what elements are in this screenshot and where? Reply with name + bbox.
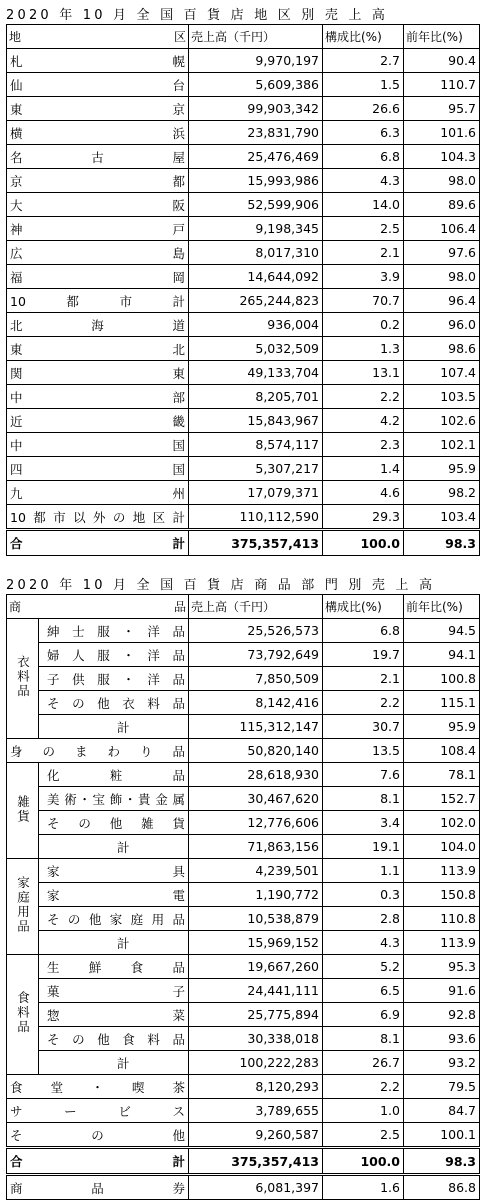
share-value: 6.8: [323, 619, 404, 643]
city-row: [7, 121, 480, 145]
yoy-value: 103.5: [404, 385, 480, 409]
others-row: [7, 1123, 480, 1148]
region-row: [7, 433, 480, 457]
row-label: 九州: [7, 481, 189, 505]
share-value: 6.5: [323, 979, 404, 1003]
yoy-value: 95.3: [404, 955, 480, 979]
row-label: その他衣料品: [39, 691, 189, 715]
city-row: [7, 169, 480, 193]
row-label: 中部: [7, 385, 189, 409]
share-value: 26.6: [323, 97, 404, 121]
row-label: 仙台: [7, 73, 189, 97]
yoy-value: 106.4: [404, 217, 480, 241]
row-label: その他雑貨: [39, 811, 189, 835]
food-subtotal-row: [7, 1051, 480, 1075]
sales-value: 3,789,655: [189, 1099, 323, 1123]
share-value: 3.4: [323, 811, 404, 835]
sales-value: 4,239,501: [189, 859, 323, 883]
yoy-value: 96.4: [404, 289, 480, 313]
goods-category-cell: [7, 763, 39, 859]
clothing-item-row: [7, 667, 480, 691]
row-label: 京都: [7, 169, 189, 193]
sales-value: 9,198,345: [189, 217, 323, 241]
row-label: 身のまわり品: [7, 739, 189, 763]
header-name-left: 商: [9, 600, 22, 614]
sales-value: 15,993,986: [189, 169, 323, 193]
sales-value: 15,969,152: [189, 931, 323, 955]
sales-value: 6,081,397: [189, 1175, 323, 1200]
goods-category-label: 雑貨: [15, 794, 31, 824]
yoy-value: 102.1: [404, 433, 480, 457]
food-item-row: [7, 979, 480, 1003]
sales-value: 7,850,509: [189, 667, 323, 691]
row-label: 食堂・喫茶: [7, 1075, 189, 1099]
header-name: [9, 598, 186, 615]
row-label: 関東: [7, 361, 189, 385]
row-label: 福岡: [7, 265, 189, 289]
row-label: 合計: [7, 530, 189, 556]
yoy-value: 94.1: [404, 643, 480, 667]
header-name-left: 地: [9, 30, 22, 44]
share-value: 13.1: [323, 361, 404, 385]
city-row: [7, 145, 480, 169]
row-label: 家電: [39, 883, 189, 907]
share-value: 29.3: [323, 505, 404, 530]
yoy-value: 95.7: [404, 97, 480, 121]
yoy-value: 98.0: [404, 265, 480, 289]
yoy-value: 110.8: [404, 907, 480, 931]
yoy-value: 100.8: [404, 667, 480, 691]
yoy-value: 98.2: [404, 481, 480, 505]
row-label: 神戸: [7, 217, 189, 241]
yoy-value: 104.3: [404, 145, 480, 169]
sales-value: 5,032,509: [189, 337, 323, 361]
yoy-value: 104.0: [404, 835, 480, 859]
sales-value: 25,526,573: [189, 619, 323, 643]
yoy-value: 95.9: [404, 715, 480, 739]
row-label: 中国: [7, 433, 189, 457]
sales-value: 110,112,590: [189, 505, 323, 530]
sales-value: 5,307,217: [189, 457, 323, 481]
row-label: 生鮮食品: [39, 955, 189, 979]
sales-value: 19,667,260: [189, 955, 323, 979]
yoy-value: 93.2: [404, 1051, 480, 1075]
sales-value: 1,190,772: [189, 883, 323, 907]
share-value: 1.1: [323, 859, 404, 883]
sales-value: 8,017,310: [189, 241, 323, 265]
city-row: [7, 49, 480, 73]
regional-title: 2020 年 10 月 全 国 百 貨 店 地 区 別 売 上 高: [6, 8, 389, 23]
sales-value: 375,357,413: [189, 530, 323, 556]
yoy-value: 96.0: [404, 313, 480, 337]
yoy-value: 102.6: [404, 409, 480, 433]
city-row: [7, 217, 480, 241]
city-row: [7, 241, 480, 265]
share-value: 8.1: [323, 1027, 404, 1051]
goods-item-row: [7, 811, 480, 835]
regional-sales-table: [6, 24, 480, 556]
yoy-value: 86.8: [404, 1175, 480, 1200]
yoy-value: 95.9: [404, 457, 480, 481]
row-label: 東北: [7, 337, 189, 361]
yoy-value: 98.6: [404, 337, 480, 361]
sales-value: 25,476,469: [189, 145, 323, 169]
sales-value: 15,843,967: [189, 409, 323, 433]
household-category-label: 家庭用品: [15, 876, 31, 934]
row-label: 紳士服・洋品: [39, 619, 189, 643]
share-value: 2.2: [323, 691, 404, 715]
household-category-cell: [7, 859, 39, 955]
sales-value: 100,222,283: [189, 1051, 323, 1075]
region-row: [7, 457, 480, 481]
share-value: 2.5: [323, 1123, 404, 1148]
share-value: 2.8: [323, 907, 404, 931]
row-label: 美術･宝飾･貴金属: [39, 787, 189, 811]
header-share: 構成比(%): [323, 595, 404, 619]
sales-value: 71,863,156: [189, 835, 323, 859]
header-row: [7, 595, 480, 619]
city-row: [7, 97, 480, 121]
yoy-value: 90.4: [404, 49, 480, 73]
row-label: 合計: [7, 1148, 189, 1175]
city-row: [7, 193, 480, 217]
sales-value: 14,644,092: [189, 265, 323, 289]
region-row: [7, 385, 480, 409]
sales-value: 12,776,606: [189, 811, 323, 835]
row-label: 北海道: [7, 313, 189, 337]
row-label: 計: [39, 835, 189, 859]
yoy-value: 84.7: [404, 1099, 480, 1123]
sales-value: 30,467,620: [189, 787, 323, 811]
yoy-value: 107.4: [404, 361, 480, 385]
yoy-value: 89.6: [404, 193, 480, 217]
grand-total-row: [7, 530, 480, 556]
header-name-right: 区: [173, 30, 186, 44]
yoy-value: 110.7: [404, 73, 480, 97]
sales-value: 8,574,117: [189, 433, 323, 457]
row-label: 四国: [7, 457, 189, 481]
row-label: 10都市以外の地区計: [7, 505, 189, 530]
share-value: 13.5: [323, 739, 404, 763]
row-label: その他家庭用品: [39, 907, 189, 931]
sales-value: 10,538,879: [189, 907, 323, 931]
yoy-value: 108.4: [404, 739, 480, 763]
household-item-row: [7, 907, 480, 931]
household-subtotal-row: [7, 931, 480, 955]
row-label: 惣菜: [39, 1003, 189, 1027]
yoy-value: 91.6: [404, 979, 480, 1003]
sales-value: 5,609,386: [189, 73, 323, 97]
row-label: その他食料品: [39, 1027, 189, 1051]
yoy-value: 93.6: [404, 1027, 480, 1051]
sales-value: 115,312,147: [189, 715, 323, 739]
clothing-item-row: [7, 643, 480, 667]
goods-item-row: [7, 763, 480, 787]
header-name-right: 品: [173, 600, 186, 614]
share-value: 26.7: [323, 1051, 404, 1075]
row-label: 横浜: [7, 121, 189, 145]
row-label: 化粧品: [39, 763, 189, 787]
household-item-row: [7, 859, 480, 883]
city-row: [7, 265, 480, 289]
goods-subtotal-row: [7, 835, 480, 859]
sales-value: 17,079,371: [189, 481, 323, 505]
yoy-value: 150.8: [404, 883, 480, 907]
sales-value: 23,831,790: [189, 121, 323, 145]
region-row: [7, 361, 480, 385]
share-value: 2.3: [323, 433, 404, 457]
sales-value: 8,205,701: [189, 385, 323, 409]
clothing-subtotal-row: [7, 715, 480, 739]
service-row: [7, 1099, 480, 1123]
yoy-value: 98.0: [404, 169, 480, 193]
sales-value: 8,142,416: [189, 691, 323, 715]
share-value: 1.3: [323, 337, 404, 361]
share-value: 1.0: [323, 1099, 404, 1123]
share-value: 1.5: [323, 73, 404, 97]
sales-value: 30,338,018: [189, 1027, 323, 1051]
share-value: 8.1: [323, 787, 404, 811]
region-row: [7, 313, 480, 337]
share-value: 7.6: [323, 763, 404, 787]
sales-value: 375,357,413: [189, 1148, 323, 1175]
yoy-value: 102.0: [404, 811, 480, 835]
clothing-category-label: 衣料品: [15, 655, 31, 699]
yoy-value: 101.6: [404, 121, 480, 145]
gift-certificate-row: [7, 1175, 480, 1200]
row-label: 計: [39, 931, 189, 955]
row-label: 近畿: [7, 409, 189, 433]
row-label: その他: [7, 1123, 189, 1148]
yoy-value: 103.4: [404, 505, 480, 530]
share-value: 30.7: [323, 715, 404, 739]
yoy-value: 113.9: [404, 931, 480, 955]
food-item-row: [7, 955, 480, 979]
row-label: 計: [39, 1051, 189, 1075]
share-value: 6.3: [323, 121, 404, 145]
other-total-row: [7, 505, 480, 530]
sales-value: 73,792,649: [189, 643, 323, 667]
clothing-category-cell: [7, 619, 39, 739]
row-label: 家具: [39, 859, 189, 883]
row-label: 大阪: [7, 193, 189, 217]
header-yoy: 前年比(%): [404, 595, 480, 619]
clothing-item-row: [7, 691, 480, 715]
row-label: 広島: [7, 241, 189, 265]
dining-row: [7, 1075, 480, 1099]
share-value: 4.3: [323, 169, 404, 193]
sales-value: 24,441,111: [189, 979, 323, 1003]
city-row: [7, 73, 480, 97]
share-value: 100.0: [323, 1148, 404, 1175]
sales-value: 28,618,930: [189, 763, 323, 787]
share-value: 2.2: [323, 385, 404, 409]
yoy-value: 115.1: [404, 691, 480, 715]
yoy-value: 97.6: [404, 241, 480, 265]
share-value: 3.9: [323, 265, 404, 289]
product-title: 2020 年 10 月 全 国 百 貨 店 商 品 部 門 別 売 上 高: [6, 578, 436, 593]
header-row: [7, 25, 480, 49]
yoy-value: 98.3: [404, 1148, 480, 1175]
share-value: 2.1: [323, 667, 404, 691]
sales-value: 25,775,894: [189, 1003, 323, 1027]
header-yoy: 前年比(%): [404, 25, 480, 49]
share-value: 4.2: [323, 409, 404, 433]
yoy-value: 78.1: [404, 763, 480, 787]
share-value: 1.4: [323, 457, 404, 481]
row-label: 札幌: [7, 49, 189, 73]
row-label: 東京: [7, 97, 189, 121]
region-row: [7, 337, 480, 361]
share-value: 19.1: [323, 835, 404, 859]
yoy-value: 100.1: [404, 1123, 480, 1148]
share-value: 14.0: [323, 193, 404, 217]
row-label: 菓子: [39, 979, 189, 1003]
food-item-row: [7, 1003, 480, 1027]
food-category-label: 食料品: [15, 991, 31, 1035]
household-item-row: [7, 883, 480, 907]
sales-value: 49,133,704: [189, 361, 323, 385]
row-label: 子供服・洋品: [39, 667, 189, 691]
grand-total-row: [7, 1148, 480, 1175]
food-category-cell: [7, 955, 39, 1075]
row-label: 計: [39, 715, 189, 739]
sales-value: 52,599,906: [189, 193, 323, 217]
sales-value: 50,820,140: [189, 739, 323, 763]
sales-value: 936,004: [189, 313, 323, 337]
header-name-cell: [7, 595, 189, 619]
share-value: 6.8: [323, 145, 404, 169]
header-name: [9, 28, 186, 45]
goods-item-row: [7, 787, 480, 811]
sales-value: 99,903,342: [189, 97, 323, 121]
yoy-value: 79.5: [404, 1075, 480, 1099]
region-row: [7, 409, 480, 433]
sales-value: 9,970,197: [189, 49, 323, 73]
clothing-item-row: [7, 619, 480, 643]
yoy-value: 92.8: [404, 1003, 480, 1027]
share-value: 2.7: [323, 49, 404, 73]
share-value: 2.1: [323, 241, 404, 265]
food-item-row: [7, 1027, 480, 1051]
share-value: 4.3: [323, 931, 404, 955]
share-value: 70.7: [323, 289, 404, 313]
share-value: 19.7: [323, 643, 404, 667]
share-value: 2.5: [323, 217, 404, 241]
personal-goods-row: [7, 739, 480, 763]
share-value: 2.2: [323, 1075, 404, 1099]
share-value: 6.9: [323, 1003, 404, 1027]
sales-value: 265,244,823: [189, 289, 323, 313]
yoy-value: 152.7: [404, 787, 480, 811]
row-label: 10都市計: [7, 289, 189, 313]
sales-value: 9,260,587: [189, 1123, 323, 1148]
yoy-value: 113.9: [404, 859, 480, 883]
region-row: [7, 481, 480, 505]
share-value: 0.2: [323, 313, 404, 337]
yoy-value: 94.5: [404, 619, 480, 643]
city-total-row: [7, 289, 480, 313]
header-name-cell: [7, 25, 189, 49]
share-value: 0.3: [323, 883, 404, 907]
share-value: 1.6: [323, 1175, 404, 1200]
row-label: 婦人服・洋品: [39, 643, 189, 667]
header-sales: 売上高（千円）: [189, 25, 323, 49]
product-sales-table: [6, 594, 480, 1200]
share-value: 4.6: [323, 481, 404, 505]
share-value: 100.0: [323, 530, 404, 556]
row-label: サービス: [7, 1099, 189, 1123]
header-share: 構成比(%): [323, 25, 404, 49]
row-label: 名古屋: [7, 145, 189, 169]
header-sales: 売上高（千円）: [189, 595, 323, 619]
yoy-value: 98.3: [404, 530, 480, 556]
share-value: 5.2: [323, 955, 404, 979]
sales-value: 8,120,293: [189, 1075, 323, 1099]
row-label: 商品券: [7, 1175, 189, 1200]
